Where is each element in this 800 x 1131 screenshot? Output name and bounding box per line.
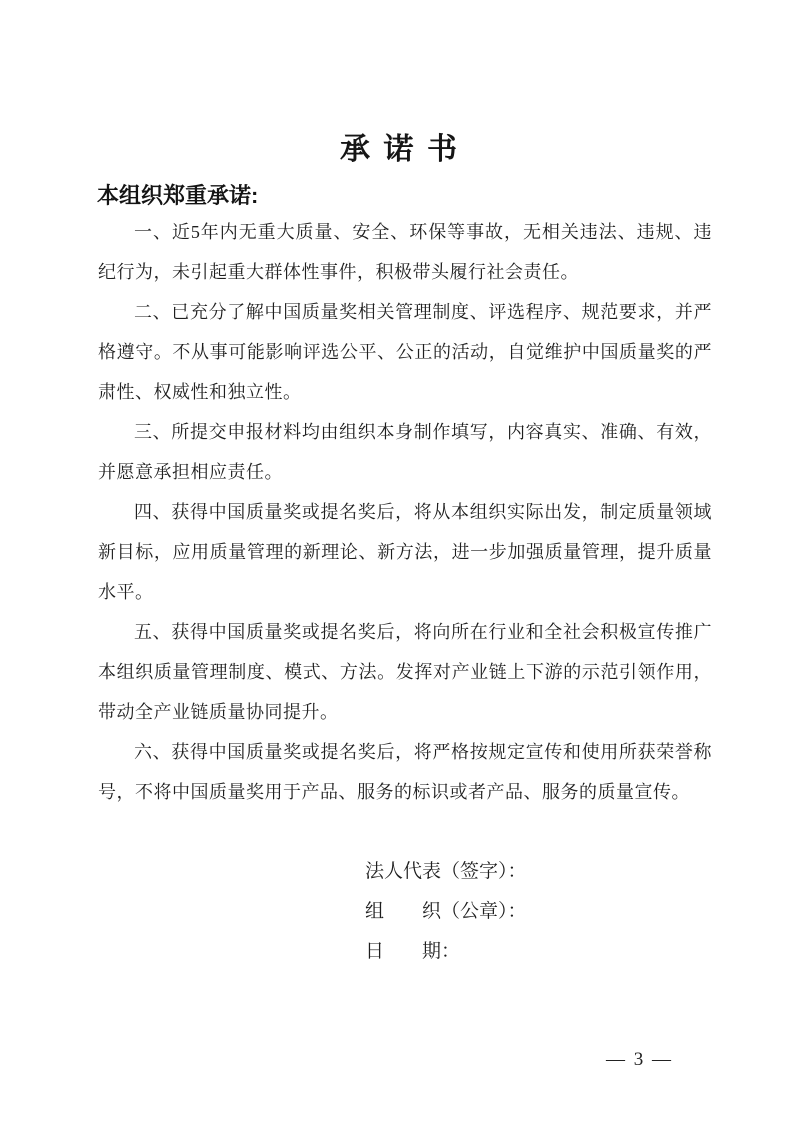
document-title: 承 诺 书 — [340, 133, 460, 166]
page-number: — 3 — — [606, 1049, 673, 1070]
commitment-paragraphs — [98, 212, 712, 812]
commitment-item-5: 五、获得中国质量奖或提名奖后，将向所在行业和全社会积极宣传推广本组织质量管理制度、模式、方法。发挥对产业链上下游的示范引领作用，带动全产业链质量协同提升。 — [98, 622, 712, 722]
commitment-item-6: 六、获得中国质量奖或提名奖后，将严格按规定宣传和使用所获荣誉称号，不将中国质量奖用于产品、服务的标识或者产品、服务的质量宣传。 — [98, 742, 712, 802]
signature-legal-representative: 法人代表（签字）： — [365, 861, 527, 882]
salutation: 本组织郑重承诺: — [97, 183, 259, 208]
signature-organization: 组 织（公章）： — [365, 901, 527, 922]
signature-date: 日 期： — [365, 941, 461, 962]
signature-block — [365, 852, 527, 972]
commitment-item-1: 一、近5年内无重大质量、安全、环保等事故，无相关违法、违规、违纪行为，未引起重大群体性事件，积极带头履行社会责任。 — [98, 222, 712, 282]
commitment-item-3: 三、所提交申报材料均由组织本身制作填写，内容真实、准确、有效，并愿意承担相应责任。 — [98, 422, 712, 482]
commitment-item-2: 二、已充分了解中国质量奖相关管理制度、评选程序、规范要求，并严格遵守。不从事可能影响评选公平、公正的活动，自觉维护中国质量奖的严肃性、权威性和独立性。 — [98, 302, 712, 402]
commitment-item-4: 四、获得中国质量奖或提名奖后，将从本组织实际出发，制定质量领域新目标，应用质量管理的新理论、新方法，进一步加强质量管理，提升质量水平。 — [98, 502, 712, 602]
